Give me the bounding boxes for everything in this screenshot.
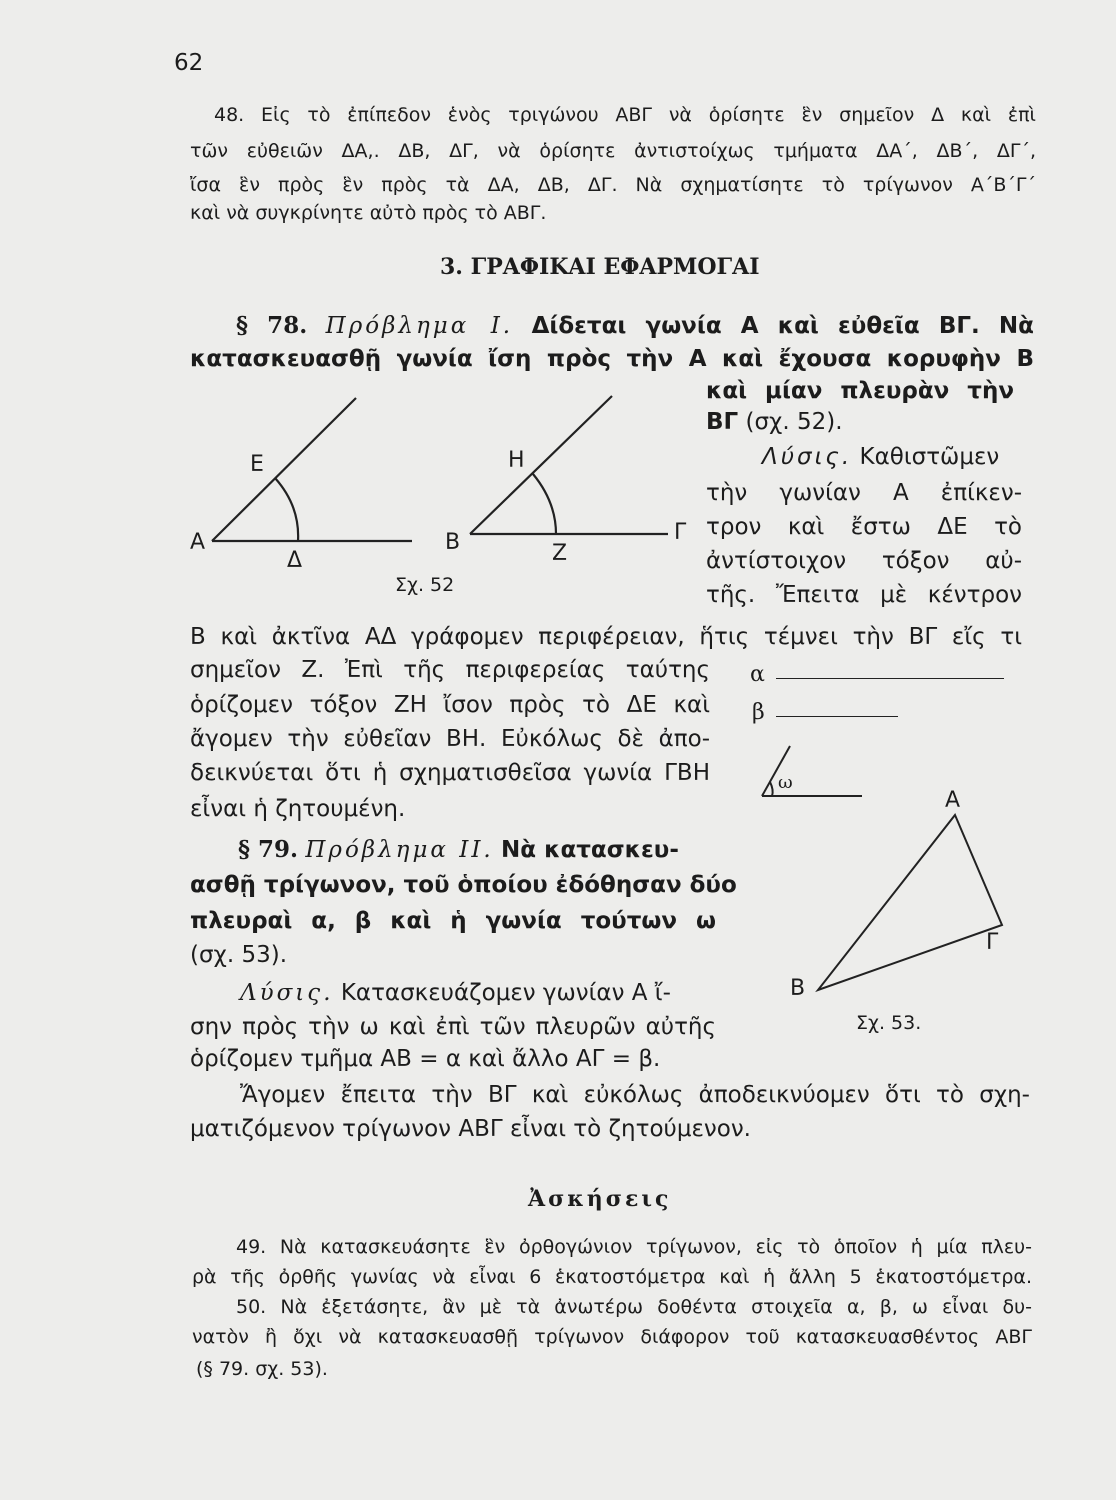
solution-78-line: Β καὶ ἀκτῖνα ΑΔ γράφομεν περιφέρειαν, ἥτις τέμνει τὴν ΒΓ εἴς τι	[190, 624, 1022, 650]
exercise-48-line: τῶν εὐθειῶν ΔΑ,. ΔΒ, ΔΓ, νὰ ὁρίσητε ἀντιστοίχως τμήματα ΔΑ΄, ΔΒ΄, ΔΓ΄,	[190, 140, 1036, 162]
solution-78-line: δεικνύεται ὅτι ἡ σχηματισθεῖσα γωνία ΓΒΗ	[190, 760, 710, 786]
problem-label: Πρόβλημα ΙΙ.	[305, 837, 494, 863]
solution-79-line: ματιζόμενον τρίγωνον ΑΒΓ εἶναι τὸ ζητούμενον.	[190, 1116, 751, 1142]
problem-79-ref: (σχ. 53).	[190, 942, 288, 968]
figure-53-caption: Σχ. 53.	[856, 1012, 922, 1034]
solution-text: Κατασκευάζομεν γωνίαν Α ἴ-	[340, 980, 671, 1006]
solution-label: Λύσις.	[762, 444, 853, 470]
solution-78-line: ὁρίζομεν τόξον ΖΗ ἴσον πρὸς τὸ ΔΕ καὶ	[190, 692, 710, 718]
solution-78-line: τῆς. Ἔπειτα μὲ κέντρον	[706, 582, 1022, 608]
figure-52-caption: Σχ. 52	[395, 574, 455, 596]
problem-statement: Νὰ κατασκευ-	[501, 837, 679, 863]
solution-78-line: εἶναι ἡ ζητουμένη.	[190, 796, 406, 822]
solution-78-line: ἄγομεν τὴν εὐθεῖαν ΒΗ. Εὐκόλως δὲ ἀπο-	[190, 726, 710, 752]
problem-79-line-1	[238, 836, 679, 863]
figure-reference: (σχ. 52).	[745, 409, 843, 435]
exercise-50-line: (§ 79. σχ. 53).	[196, 1358, 328, 1380]
figure-53-label-alpha: α	[750, 662, 765, 687]
figure-52-label-h: Η	[508, 448, 525, 473]
solution-79-line: Ἄγομεν ἔπειτα τὴν ΒΓ καὶ εὐκόλως ἀποδεικνύομεν ὅτι τὸ σχη-	[240, 1082, 1030, 1108]
problem-79-line-3: πλευραὶ α, β καὶ ἡ γωνία τούτων ω	[190, 908, 716, 934]
section-title: 3. ΓΡΑΦΙΚΑΙ ΕΦΑΡΜΟΓΑΙ	[440, 254, 760, 280]
figure-52-label-d: Δ	[287, 548, 303, 573]
exercise-48-line: ἴσα ἓν πρὸς ἓν πρὸς τὰ ΔΑ, ΔΒ, ΔΓ. Νὰ σχηματίσητε τὸ τρίγωνον Α΄Β΄Γ΄	[190, 174, 1036, 196]
omega-arc	[770, 782, 773, 796]
figure-53-label-a: Α	[945, 788, 961, 813]
solution-78-line: σημεῖον Ζ. Ἐπὶ τῆς περιφερείας ταύτης	[190, 657, 710, 683]
exercise-48-line: 48. Εἰς τὸ ἐπίπεδον ἑνὸς τριγώνου ΑΒΓ νὰ ὁρίσητε ἓν σημεῖον Δ καὶ ἐπὶ	[214, 104, 1036, 126]
triangle-abg	[818, 815, 1002, 990]
solution-79-line: σην πρὸς τὴν ω καὶ ἐπὶ τῶν πλευρῶν αὐτῆς	[190, 1014, 716, 1040]
figure-53-label-omega: ω	[778, 772, 793, 793]
figure-53-label-g: Γ	[986, 930, 999, 955]
problem-statement: Δίδεται γωνία Α καὶ εὐθεῖα ΒΓ. Νὰ	[531, 313, 1034, 339]
segment-label: ΒΓ	[706, 409, 739, 435]
problem-79-line-2: ασθῇ τρίγωνον, τοῦ ὁποίου ἐδόθησαν δύο	[190, 872, 737, 898]
exercise-49-line: ρὰ τῆς ὀρθῆς γωνίας νὰ εἶναι 6 ἑκατοστόμετρα καὶ ἡ ἄλλη 5 ἑκατοστόμετρα.	[192, 1266, 1032, 1288]
solution-78-line: ἀντίστοιχον τόξον αὐ-	[706, 548, 1022, 574]
paragraph-sign: § 78.	[236, 312, 308, 339]
exercise-48-line: καὶ νὰ συγκρίνητε αὐτὸ πρὸς τὸ ΑΒΓ.	[190, 202, 547, 224]
problem-78-line-2: κατασκευασθῇ γωνία ἴση πρὸς τὴν Α καὶ ἔχουσα κορυφὴν Β	[190, 346, 1034, 372]
figure-52-label-b: Β	[445, 530, 461, 555]
solution-78-line: τρον καὶ ἔστω ΔΕ τὸ	[706, 514, 1022, 540]
figure-52-label-a: Α	[190, 530, 206, 555]
solution-79-head	[240, 980, 671, 1006]
exercise-49-line: 49. Νὰ κατασκευάσητε ἓν ὀρθογώνιον τρίγωνον, εἰς τὸ ὁποῖον ἡ μία πλευ-	[236, 1236, 1032, 1258]
solution-79-line: ὁρίζομεν τμῆμα ΑΒ = α καὶ ἄλλο ΑΓ = β.	[190, 1046, 661, 1072]
solution-78-line: τὴν γωνίαν Α ἐπίκεν-	[706, 480, 1022, 506]
exercise-50-line: 50. Νὰ ἐξετάσητε, ἂν μὲ τὰ ἀνωτέρω δοθέντα στοιχεῖα α, β, ω εἶναι δυ-	[236, 1296, 1032, 1318]
figure-53-label-beta: β	[752, 700, 765, 725]
figure-52-label-z: Ζ	[552, 541, 568, 566]
figure-53-label-b: Β	[790, 976, 806, 1001]
solution-label: Λύσις.	[240, 980, 334, 1006]
problem-label: Πρόβλημα Ι.	[325, 313, 514, 339]
problem-78-line-3: καὶ μίαν πλευρὰν τὴν	[706, 378, 1014, 404]
figure-52-label-e: Ε	[250, 452, 264, 477]
paragraph-sign: § 79.	[238, 836, 299, 863]
page-number: 62	[174, 50, 204, 76]
exercises-title: Ἀσκήσεις	[528, 1186, 672, 1212]
exercise-50-line: νατὸν ἢ ὄχι νὰ κατασκευασθῇ τρίγωνον διάφορον τοῦ κατασκευασθέντος ΑΒΓ	[192, 1326, 1032, 1348]
solution-text: Καθιστῶμεν	[859, 444, 1000, 470]
figure-52-label-g: Γ	[674, 520, 687, 545]
